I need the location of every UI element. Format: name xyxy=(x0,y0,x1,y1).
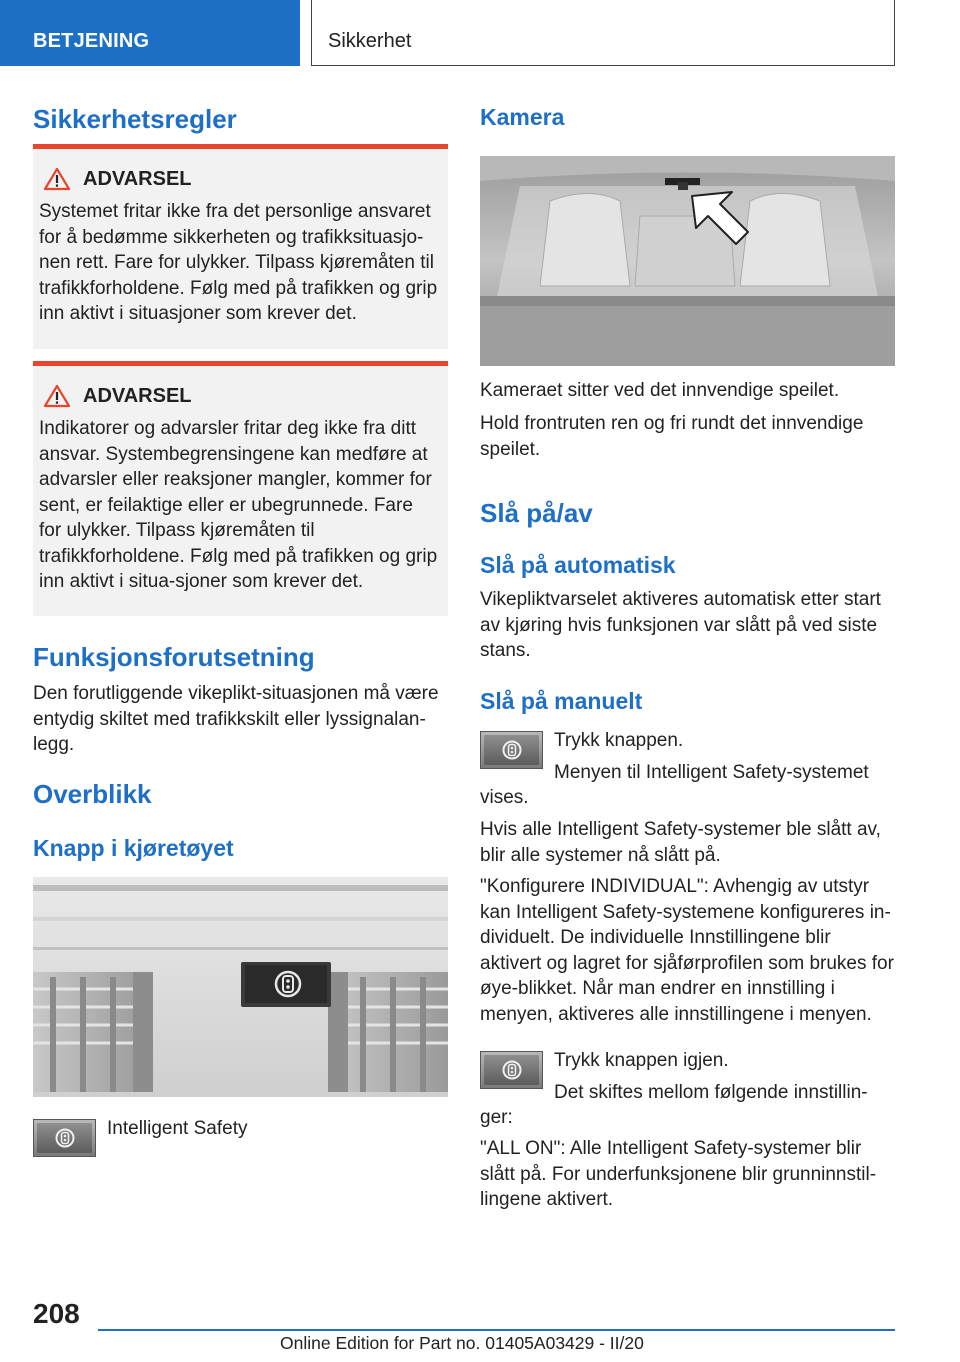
section-tab xyxy=(0,0,300,66)
step2-line2: Det skiftes mellom følgende innstillin- xyxy=(554,1082,868,1103)
footer-edition: Online Edition for Part no. 01405A03429 - II/20 xyxy=(280,1333,644,1353)
section-label: BETJENING xyxy=(33,30,150,52)
warning-triangle-icon xyxy=(43,167,71,191)
paragraph-individual: "Konfigurere INDIVIDUAL": Avhengig av utstyr kan Intelligent Safety-systemene konfigureres in-dividuelt. De individuelle Innstillingene blir aktivert og lagret for sjåførprofilen som brukes for øye-blikket. Når man endrer en innstilling i menyen, aktiveres alle innstillingene i menyen. xyxy=(480,876,894,1025)
intelligent-safety-button-icon xyxy=(33,1119,96,1157)
warning-text: Systemet fritar ikke fra det personlige ansvaret for å bedømme sikkerheten og trafikksituasjo-nen rett. Fare for ulykker. Tilpass kjøremåten til trafikkforholdene. Følg med på trafikken og grip inn aktivt i situasjoner som krever det. xyxy=(39,201,438,324)
heading-sikkerhetsregler: Sikkerhetsregler xyxy=(33,104,237,134)
camera-text-1: Kameraet sitter ved det innvendige speilet. xyxy=(480,380,840,401)
header-title-box xyxy=(311,0,895,66)
step1-line2: Menyen til Intelligent Safety-systemet xyxy=(554,762,869,783)
heading-sla-pa-manuelt: Slå på manuelt xyxy=(480,688,643,714)
button-label: Intelligent Safety xyxy=(107,1118,248,1139)
auto-text: Vikepliktvarselet aktiveres automatisk etter start av kjøring hvis funksjonen var slått på ved siste stans. xyxy=(480,589,881,661)
step1-line1: Trykk knappen. xyxy=(554,730,684,751)
intelligent-safety-button-icon xyxy=(480,1051,543,1089)
warning-text: Indikatorer og advarsler fritar deg ikke fra ditt ansvar. Systembegrensingene kan medføre at advarsler eller reaksjoner mangler, kommer for sent, er feilaktige eller er ubegrunnede. Fare for ulykker. Tilpass kjøremåten til trafikkforholdene. Følg med på trafikken og grip inn aktivt i situa-sjoner som krever det. xyxy=(39,418,438,592)
camera-location-photo xyxy=(480,156,895,366)
paragraph-all-on: "ALL ON": Alle Intelligent Safety-systemer blir slått på. For underfunksjonene blir grunninnstil-lingene aktivert. xyxy=(480,1138,877,1210)
camera-text-2: Hold frontruten ren og fri rundt det innvendige speilet. xyxy=(480,413,864,460)
prereq-text: Den forutliggende vikeplikt-situasjonen må være entydig skiltet med trafikkskilt eller lyssignalan-legg. xyxy=(33,683,439,755)
heading-sla-pa-av: Slå på/av xyxy=(480,498,593,528)
warning-box-1 xyxy=(33,144,448,349)
warning-triangle-icon xyxy=(43,384,71,408)
heading-funksjonsforutsetning: Funksjonsforutsetning xyxy=(33,642,315,672)
dashboard-button-photo xyxy=(33,877,448,1097)
warning-label: ADVARSEL xyxy=(83,384,192,407)
heading-sla-pa-automatisk: Slå på automatisk xyxy=(480,552,676,578)
step2-line1: Trykk knappen igjen. xyxy=(554,1050,729,1071)
heading-kamera: Kamera xyxy=(480,104,565,130)
heading-knapp-i-kjoretoyet: Knapp i kjøretøyet xyxy=(33,835,234,861)
heading-overblikk: Overblikk xyxy=(33,779,152,809)
step2-line3: ger: xyxy=(480,1107,513,1128)
intelligent-safety-button-icon xyxy=(480,731,543,769)
warning-label: ADVARSEL xyxy=(83,167,192,190)
step1-line3: vises. xyxy=(480,787,529,808)
footer-divider xyxy=(98,1329,895,1331)
warning-box-2 xyxy=(33,361,448,616)
paragraph-all-off: Hvis alle Intelligent Safety-systemer ble slått av, blir alle systemer nå slått på. xyxy=(480,819,881,866)
page-number: 208 xyxy=(33,1298,80,1329)
chapter-title: Sikkerhet xyxy=(328,30,412,52)
